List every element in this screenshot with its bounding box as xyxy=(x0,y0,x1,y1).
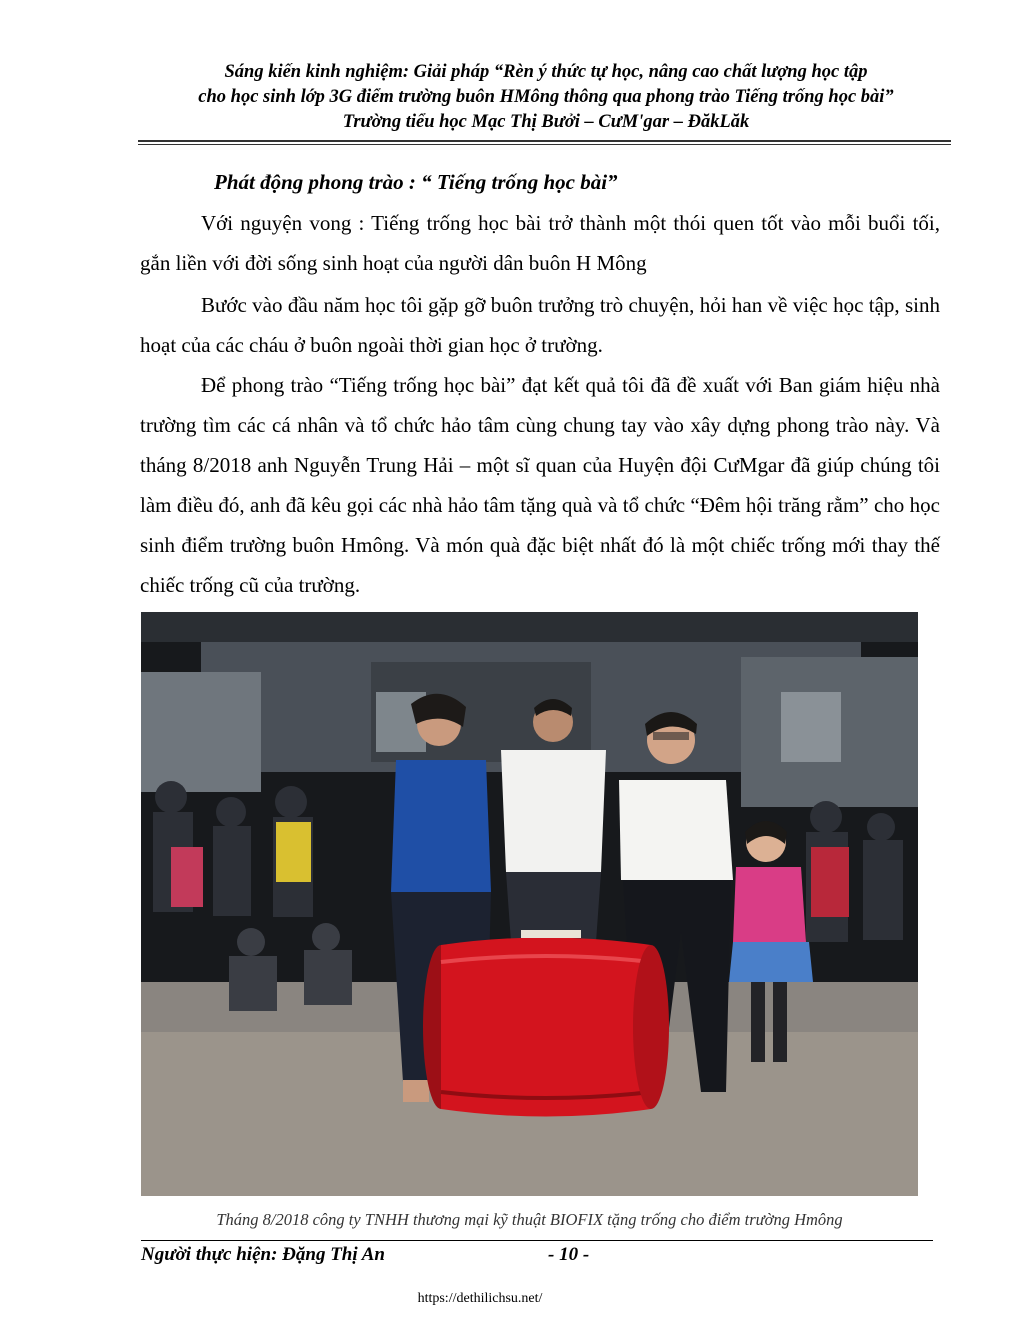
document-header xyxy=(140,60,952,135)
paragraph-2: Bước vào đầu năm học tôi gặp gỡ buôn trưởng trò chuyện, hỏi han về việc học tập, sinh hoạt của các cháu ở buôn ngoài thời gian học ở trường. xyxy=(140,293,940,357)
footer-author: Người thực hiện: Đặng Thị An xyxy=(141,1244,385,1265)
paragraph-1: Với nguyện vong : Tiếng trống học bài trở thành một thói quen tốt vào mỗi buổi tối, gắn liền với đời sống sinh hoạt của người dân buôn H Mông xyxy=(140,211,940,275)
source-url: https://dethilichsu.net/ xyxy=(417,1291,543,1306)
photo-caption: Tháng 8/2018 công ty TNHH thương mại kỹ thuật BIOFIX tặng trống cho điểm trường Hmông xyxy=(216,1210,843,1229)
header-line-2: cho học sinh lớp 3G điểm trường buôn HMông thông qua phong trào Tiếng trống học bài” xyxy=(198,87,894,107)
drum-ceremony-photo xyxy=(141,612,918,1196)
section-heading: Phát động phong trào : “ Tiếng trống học bài” xyxy=(214,170,618,194)
header-divider xyxy=(138,140,951,145)
footer-divider xyxy=(141,1240,933,1241)
paragraph-3: Để phong trào “Tiếng trống học bài” đạt kết quả tôi đã đề xuất với Ban giám hiệu nhà trường tìm các cá nhân và tổ chức hảo tâm cùng chung tay vào xây dựng phong trào này. Và tháng 8/2018 anh Nguyễn Trung Hải – một sĩ quan của Huyện đội CưMgar đã giúp chúng tôi làm điều đó, anh đã kêu gọi các nhà hảo tâm tặng quà và tổ chức “Đêm hội trăng rằm” cho học sinh điểm trường buôn Hmông. Và món quà đặc biệt nhất đó là một chiếc trống mới thay thế chiếc trống cũ của trường. xyxy=(140,373,940,597)
page-number: - 10 - xyxy=(548,1244,590,1265)
header-line-3: Trường tiểu học Mạc Thị Bưởi – CưM'gar – ĐăkLăk xyxy=(342,112,750,132)
header-line-1: Sáng kiến kinh nghiệm: Giải pháp “Rèn ý thức tự học, nâng cao chất lượng học tập xyxy=(224,62,868,82)
